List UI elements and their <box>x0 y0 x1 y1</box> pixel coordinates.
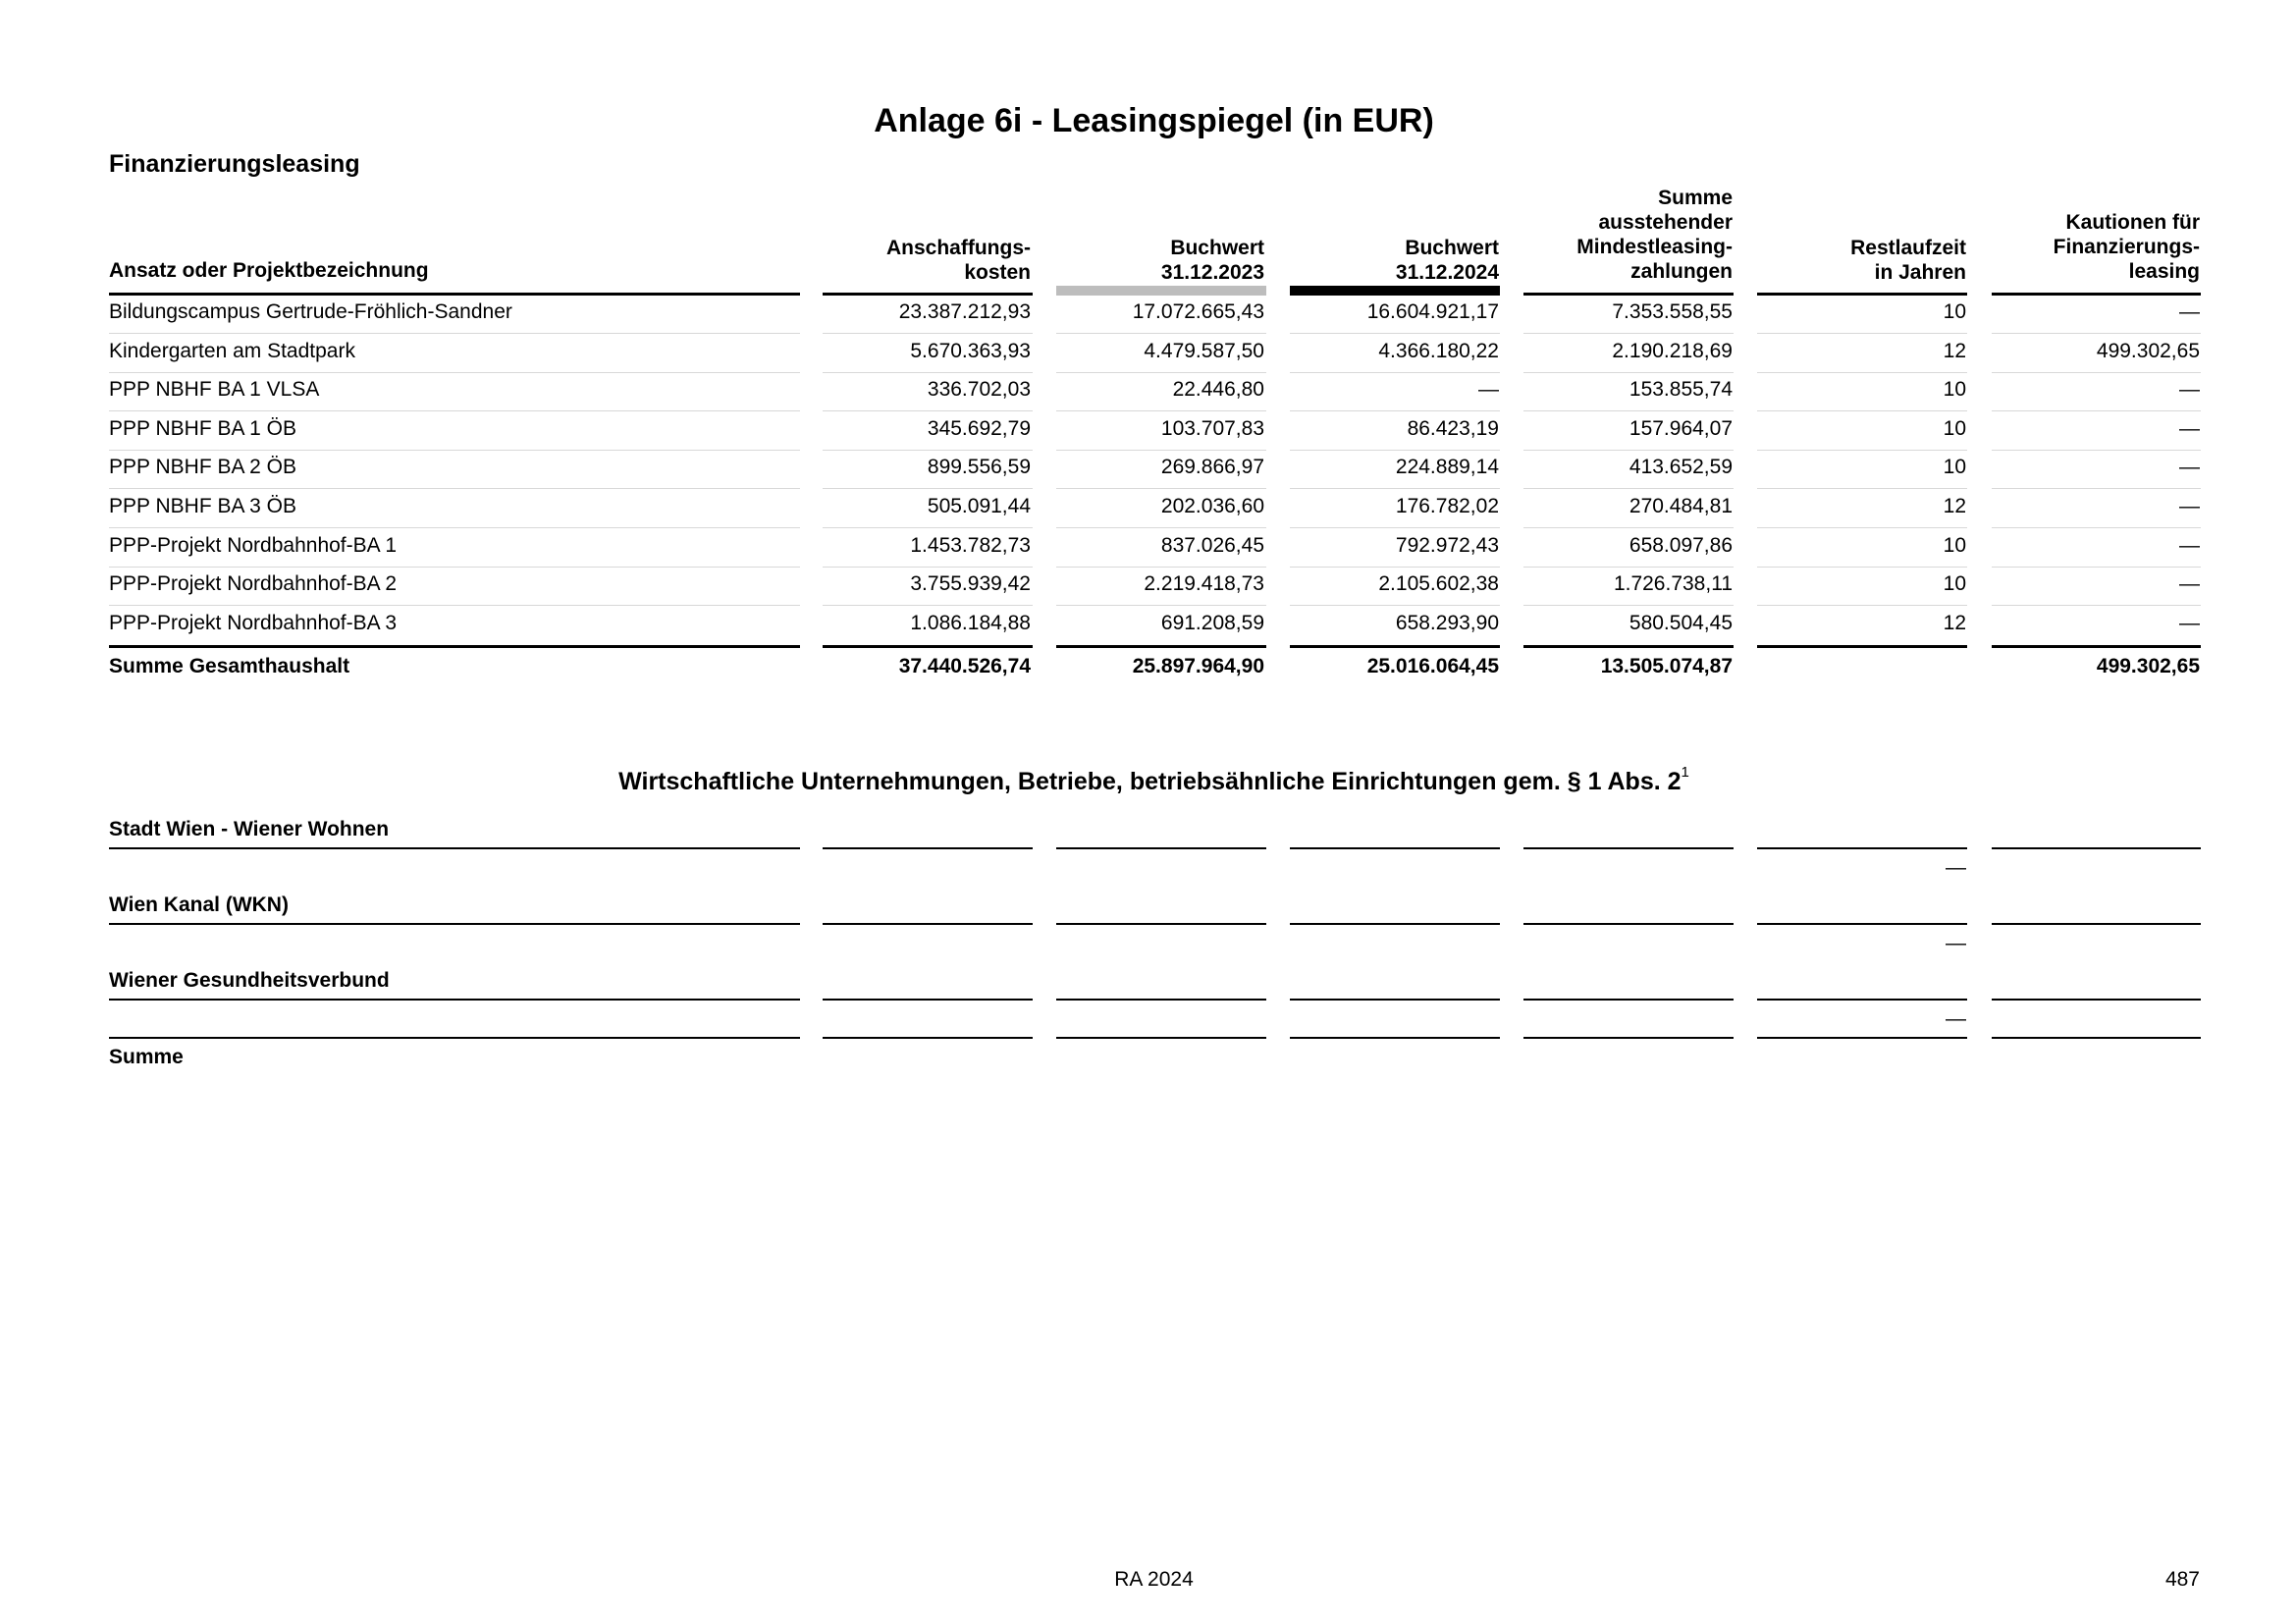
row-book-value-2024: 224.889,14 <box>1395 456 1499 479</box>
row-acquisition-cost: 505.091,44 <box>927 495 1031 517</box>
row-separator <box>1056 567 1266 568</box>
row-separator <box>1290 605 1500 606</box>
group-rule <box>109 999 800 1001</box>
header-remaining-term: Restlaufzeit in Jahren <box>1850 237 1966 284</box>
row-separator <box>1056 333 1266 334</box>
row-book-value-2023: 691.208,59 <box>1160 611 1264 634</box>
row-separator <box>1290 333 1500 334</box>
row-remaining-term: 10 <box>1943 572 1966 596</box>
row-separator <box>823 488 1033 489</box>
row-acquisition-cost: 3.755.939,42 <box>910 572 1031 596</box>
row-separator <box>1523 527 1734 528</box>
row-minimum-lease-payments: 270.484,81 <box>1629 495 1733 517</box>
sum-rule <box>1992 1037 2201 1039</box>
row-separator <box>823 372 1033 373</box>
row-separator <box>1056 450 1266 451</box>
row-separator <box>1290 488 1500 489</box>
header-book-value-2023: Buchwert 31.12.2023 <box>1160 237 1264 284</box>
row-separator <box>1290 567 1500 568</box>
row-deposits: — <box>2179 456 2200 479</box>
row-separator <box>1757 333 1967 334</box>
row-remaining-term: 10 <box>1943 533 1966 557</box>
row-book-value-2024: 16.604.921,17 <box>1366 300 1499 323</box>
row-separator <box>1523 333 1734 334</box>
group-rule <box>1757 847 1967 849</box>
total-label: Summe Gesamthaushalt <box>109 655 350 677</box>
row-book-value-2023: 103.707,83 <box>1160 416 1264 440</box>
group-rule <box>1290 999 1500 1001</box>
header-rule <box>1757 293 1967 296</box>
row-deposits: — <box>2179 495 2200 517</box>
row-acquisition-cost: 345.692,79 <box>927 416 1031 440</box>
row-separator <box>1992 605 2201 606</box>
row-project: Kindergarten am Stadtpark <box>109 339 355 362</box>
row-separator <box>1757 527 1967 528</box>
row-acquisition-cost: 23.387.212,93 <box>898 300 1031 323</box>
group-rule <box>1757 999 1967 1001</box>
row-acquisition-cost: 336.702,03 <box>927 378 1031 402</box>
row-separator <box>823 527 1033 528</box>
row-acquisition-cost: 5.670.363,93 <box>910 339 1031 362</box>
sum-label: Summe <box>109 1046 184 1068</box>
group-rule <box>823 999 1033 1001</box>
row-separator <box>1523 372 1734 373</box>
row-separator <box>1056 605 1266 606</box>
sum-rule <box>109 1037 800 1039</box>
row-separator <box>1992 372 2201 373</box>
header-rule <box>1992 293 2201 296</box>
row-separator <box>823 605 1033 606</box>
sum-rule <box>1757 1037 1967 1039</box>
row-book-value-2023: 837.026,45 <box>1160 533 1264 557</box>
row-separator <box>1757 488 1967 489</box>
total-deposits: 499.302,65 <box>2096 655 2200 677</box>
section2-title <box>0 764 2296 796</box>
row-separator <box>1992 410 2201 411</box>
header-project: Ansatz oder Projektbezeichnung <box>109 259 429 282</box>
row-remaining-term: 10 <box>1943 456 1966 479</box>
row-separator <box>1757 372 1967 373</box>
row-separator <box>1523 488 1734 489</box>
row-remaining-term: 10 <box>1943 300 1966 323</box>
row-project: PPP-Projekt Nordbahnhof-BA 3 <box>109 611 397 634</box>
section2-title-text: Wirtschaftliche Unternehmungen, Betriebe, betriebsähnliche Einrichtungen gem. § 1 Abs. 2 <box>618 768 1682 795</box>
group-rule <box>1757 923 1967 925</box>
row-book-value-2024: 792.972,43 <box>1395 533 1499 557</box>
row-book-value-2024: 176.782,02 <box>1395 495 1499 517</box>
row-separator <box>1056 527 1266 528</box>
row-book-value-2024: 658.293,90 <box>1395 611 1499 634</box>
row-book-value-2023: 269.866,97 <box>1160 456 1264 479</box>
row-separator <box>1523 605 1734 606</box>
row-separator <box>823 333 1033 334</box>
section-subtitle: Finanzierungsleasing <box>109 150 360 178</box>
group-rule <box>1056 923 1266 925</box>
header-acquisition-cost: Anschaffungs- kosten <box>886 237 1031 284</box>
row-separator <box>1757 605 1967 606</box>
header-rule <box>1523 293 1734 296</box>
row-separator <box>823 410 1033 411</box>
row-separator <box>1757 567 1967 568</box>
row-separator <box>109 527 800 528</box>
total-book-value-2024: 25.016.064,45 <box>1366 655 1499 677</box>
row-separator <box>1523 567 1734 568</box>
header-rule-highlight-2023 <box>1056 286 1266 296</box>
group-rule <box>1992 923 2201 925</box>
row-book-value-2024: 4.366.180,22 <box>1378 339 1499 362</box>
sum-rule <box>1290 1037 1500 1039</box>
row-separator <box>1757 410 1967 411</box>
total-rule <box>1992 645 2201 648</box>
row-project: PPP NBHF BA 2 ÖB <box>109 456 297 479</box>
row-book-value-2024: 2.105.602,38 <box>1378 572 1499 596</box>
row-remaining-term: 10 <box>1943 416 1966 440</box>
row-book-value-2023: 22.446,80 <box>1172 378 1264 402</box>
row-deposits: 499.302,65 <box>2096 339 2200 362</box>
row-remaining-term: 10 <box>1943 378 1966 402</box>
row-separator <box>1056 410 1266 411</box>
row-project: PPP NBHF BA 3 ÖB <box>109 495 297 517</box>
row-separator <box>1992 333 2201 334</box>
row-separator <box>1290 527 1500 528</box>
row-separator <box>1056 488 1266 489</box>
row-separator <box>109 372 800 373</box>
row-project: Bildungscampus Gertrude-Fröhlich-Sandner <box>109 300 512 323</box>
row-minimum-lease-payments: 153.855,74 <box>1629 378 1733 402</box>
row-separator <box>109 488 800 489</box>
group-label: Stadt Wien - Wiener Wohnen <box>109 818 390 840</box>
group-rule <box>1290 847 1500 849</box>
sum-rule <box>823 1037 1033 1039</box>
row-minimum-lease-payments: 2.190.218,69 <box>1612 339 1733 362</box>
row-acquisition-cost: 899.556,59 <box>927 456 1031 479</box>
total-acquisition-cost: 37.440.526,74 <box>898 655 1031 677</box>
header-rule-highlight-2024 <box>1290 286 1500 296</box>
row-project: PPP-Projekt Nordbahnhof-BA 1 <box>109 533 397 557</box>
row-deposits: — <box>2179 378 2200 402</box>
header-minimum-lease-payments: Summe ausstehender Mindestleasing- zahlungen <box>1576 187 1733 283</box>
row-project: PPP NBHF BA 1 VLSA <box>109 378 320 402</box>
group-remaining-term: — <box>1946 932 1966 954</box>
row-separator <box>109 450 800 451</box>
group-rule <box>1523 999 1734 1001</box>
row-separator <box>823 567 1033 568</box>
row-deposits: — <box>2179 533 2200 557</box>
row-separator <box>109 333 800 334</box>
group-label: Wiener Gesundheitsverbund <box>109 969 390 992</box>
total-rule <box>1056 645 1266 648</box>
group-rule <box>109 847 800 849</box>
row-book-value-2023: 4.479.587,50 <box>1144 339 1264 362</box>
row-minimum-lease-payments: 658.097,86 <box>1629 533 1733 557</box>
row-remaining-term: 12 <box>1943 611 1966 634</box>
row-separator <box>1523 450 1734 451</box>
group-label: Wien Kanal (WKN) <box>109 893 289 916</box>
row-minimum-lease-payments: 580.504,45 <box>1629 611 1733 634</box>
row-book-value-2024: 86.423,19 <box>1407 416 1499 440</box>
group-rule <box>823 847 1033 849</box>
row-separator <box>1757 450 1967 451</box>
row-remaining-term: 12 <box>1943 495 1966 517</box>
row-deposits: — <box>2179 572 2200 596</box>
row-separator <box>1992 450 2201 451</box>
row-separator <box>823 450 1033 451</box>
row-book-value-2023: 202.036,60 <box>1160 495 1264 517</box>
row-minimum-lease-payments: 7.353.558,55 <box>1612 300 1733 323</box>
total-rule <box>1757 645 1967 648</box>
total-rule <box>1523 645 1734 648</box>
footnote-mark: 1 <box>1681 764 1689 781</box>
total-rule <box>1290 645 1500 648</box>
page-title: Anlage 6i - Leasingspiegel (in EUR) <box>874 102 1434 139</box>
row-book-value-2023: 17.072.665,43 <box>1132 300 1264 323</box>
group-rule <box>1523 847 1734 849</box>
row-separator <box>1992 488 2201 489</box>
header-rule <box>109 293 800 296</box>
row-separator <box>1992 527 2201 528</box>
header-rule <box>823 293 1033 296</box>
row-deposits: — <box>2179 611 2200 634</box>
row-separator <box>1290 450 1500 451</box>
row-separator <box>1290 372 1500 373</box>
sum-rule <box>1523 1037 1734 1039</box>
row-separator <box>1992 567 2201 568</box>
row-acquisition-cost: 1.086.184,88 <box>910 611 1031 634</box>
group-remaining-term: — <box>1946 1007 1966 1030</box>
group-rule <box>823 923 1033 925</box>
group-rule <box>109 923 800 925</box>
row-separator <box>109 605 800 606</box>
group-rule <box>1992 999 2201 1001</box>
group-remaining-term: — <box>1946 856 1966 879</box>
total-minimum-lease-payments: 13.505.074,87 <box>1600 655 1733 677</box>
row-minimum-lease-payments: 157.964,07 <box>1629 416 1733 440</box>
group-rule <box>1056 847 1266 849</box>
group-rule <box>1992 847 2201 849</box>
sum-rule <box>1056 1037 1266 1039</box>
row-minimum-lease-payments: 413.652,59 <box>1629 456 1733 479</box>
group-rule <box>1056 999 1266 1001</box>
row-acquisition-cost: 1.453.782,73 <box>910 533 1031 557</box>
row-separator <box>1056 372 1266 373</box>
row-separator <box>1523 410 1734 411</box>
header-book-value-2024: Buchwert 31.12.2024 <box>1395 237 1499 284</box>
row-project: PPP-Projekt Nordbahnhof-BA 2 <box>109 572 397 596</box>
group-rule <box>1523 923 1734 925</box>
row-deposits: — <box>2179 416 2200 440</box>
row-deposits: — <box>2179 300 2200 323</box>
group-rule <box>1290 923 1500 925</box>
row-project: PPP NBHF BA 1 ÖB <box>109 416 297 440</box>
footer-report: RA 2024 <box>1114 1568 1194 1591</box>
total-rule <box>823 645 1033 648</box>
row-book-value-2024: — <box>1478 378 1499 402</box>
total-rule <box>109 645 800 648</box>
row-minimum-lease-payments: 1.726.738,11 <box>1613 572 1733 596</box>
row-book-value-2023: 2.219.418,73 <box>1144 572 1264 596</box>
page-number: 487 <box>2164 1568 2200 1591</box>
row-separator <box>1290 410 1500 411</box>
row-separator <box>109 567 800 568</box>
row-remaining-term: 12 <box>1943 339 1966 362</box>
row-separator <box>109 410 800 411</box>
total-book-value-2023: 25.897.964,90 <box>1132 655 1264 677</box>
header-deposits: Kautionen für Finanzierungs- leasing <box>2053 211 2200 283</box>
